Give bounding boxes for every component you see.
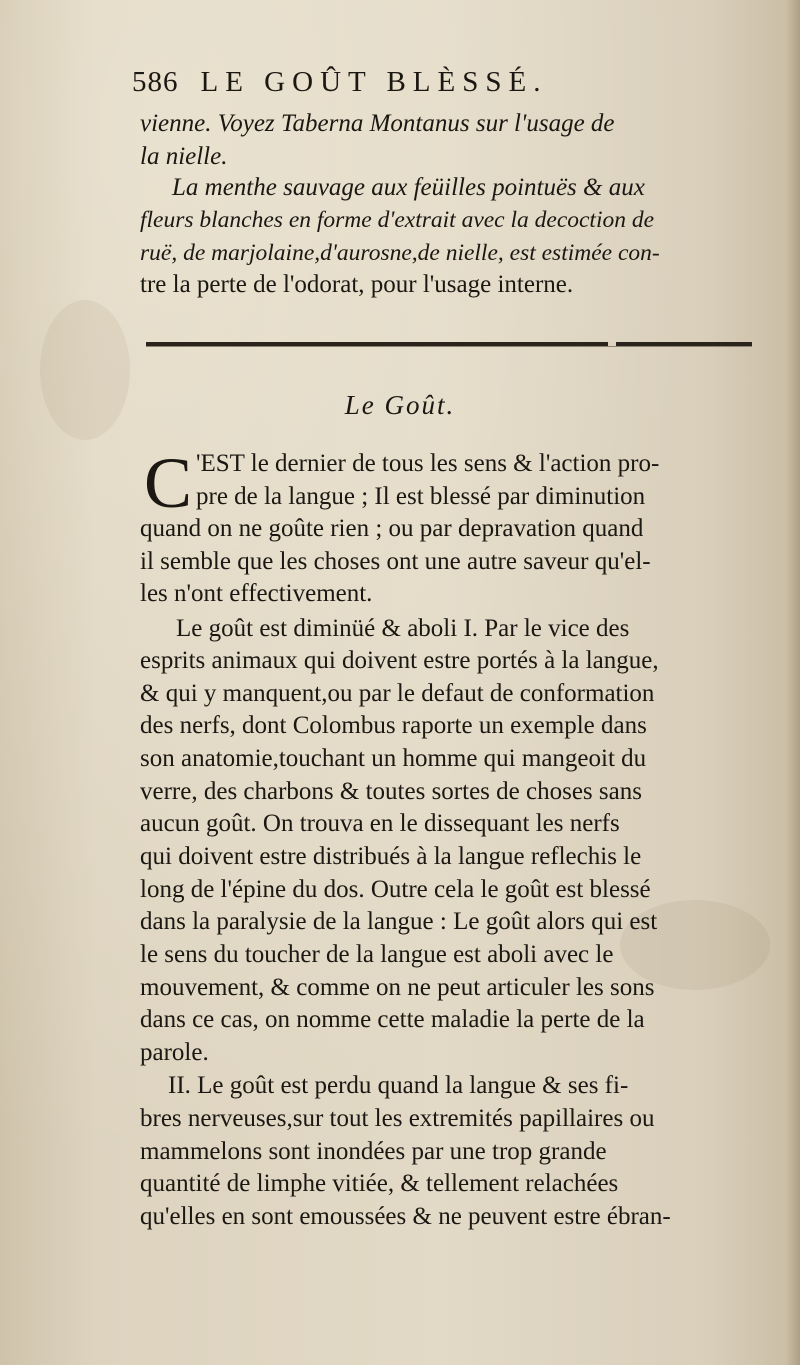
text-line: esprits animaux qui doivent estre portés à la langue, — [140, 647, 659, 674]
text-line: il semble que les choses ont une autre saveur qu'el- — [140, 548, 651, 575]
page-header — [132, 66, 772, 106]
text-line: La menthe sauvage aux feüilles pointuës & aux — [172, 174, 645, 201]
text-line: tre la perte de l'odorat, pour l'usage interne. — [140, 271, 574, 298]
text-line: la nielle. — [140, 143, 228, 170]
text-line: dans la paralysie de la langue : Le goût alors qui est — [140, 908, 658, 935]
text-line: les n'ont effectivement. — [140, 580, 373, 607]
text-line: fleurs blanches en forme d'extrait avec la decoction de — [140, 207, 655, 233]
text-line: II. Le goût est perdu quand la langue & ses fi- — [168, 1072, 629, 1099]
text-line: quand on ne goûte rien ; ou par depravation quand — [140, 515, 644, 542]
text-line: le sens du toucher de la langue est aboli avec le — [140, 941, 614, 968]
text-line: parole. — [140, 1039, 209, 1066]
text-line: ruë, de marjolaine,d'aurosne,de nielle, est estimée con- — [140, 240, 660, 266]
text-line: Le goût est diminüé & aboli I. Par le vice des — [176, 615, 630, 642]
text-line: mammelons sont inondées par une trop grande — [140, 1138, 607, 1165]
drop-cap: C — [144, 443, 193, 523]
section-title: Le Goût. — [344, 390, 456, 420]
text-line: quantité de limphe vitiée, & tellement relachées — [140, 1170, 619, 1197]
section-divider — [146, 342, 752, 347]
text-line: bres nerveuses,sur tout les extremités papillaires ou — [140, 1105, 655, 1132]
text-line: verre, des charbons & toutes sortes de choses sans — [140, 778, 642, 805]
text-line: 'EST le dernier de tous les sens & l'action pro- — [196, 450, 660, 477]
text-line: pre de la langue ; Il est blessé par diminution — [196, 483, 646, 510]
page-edge-shadow — [786, 0, 800, 1365]
running-title: LE GOÛT BLÈSSÉ. — [200, 66, 548, 98]
text-line: aucun goût. On trouva en le dissequant les nerfs — [140, 810, 620, 837]
text-line: & qui y manquent,ou par le defaut de conformation — [140, 680, 655, 707]
text-line: vienne. Voyez Taberna Montanus sur l'usage de — [140, 110, 615, 137]
text-line: dans ce cas, on nomme cette maladie la perte de la — [140, 1006, 645, 1033]
text-line: qui doivent estre distribués à la langue reflechis le — [140, 843, 642, 870]
text-line: des nerfs, dont Colombus raporte un exemple dans — [140, 712, 647, 739]
text-line: long de l'épine du dos. Outre cela le goût est blessé — [140, 876, 651, 903]
text-line: mouvement, & comme on ne peut articuler les sons — [140, 974, 655, 1001]
text-line: qu'elles en sont emoussées & ne peuvent estre ébran- — [140, 1203, 671, 1230]
page-number: 586 — [132, 66, 179, 98]
text-line: son anatomie,touchant un homme qui mangeoit du — [140, 745, 647, 772]
